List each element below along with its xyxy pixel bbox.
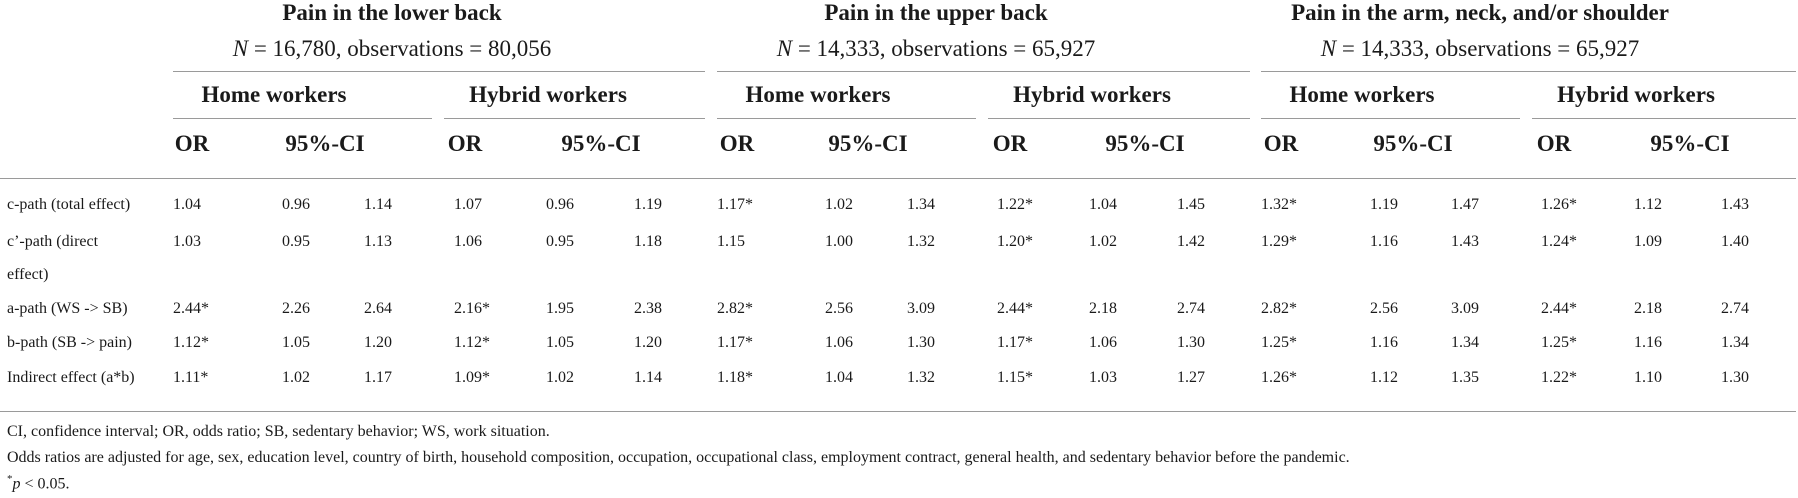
table-cell: 1.17* xyxy=(717,334,753,351)
group-hybrid-workers: Hybrid workers xyxy=(469,82,627,107)
table-cell: 1.27 xyxy=(1177,369,1205,386)
table-cell: 1.32 xyxy=(907,233,935,250)
table-cell: 1.30 xyxy=(907,334,935,351)
group-hybrid-workers: Hybrid workers xyxy=(1557,82,1715,107)
table-cell: 2.44* xyxy=(1541,300,1577,317)
table-cell: 1.13 xyxy=(364,233,392,250)
table-cell: 1.03 xyxy=(173,233,201,250)
row-label: b-path (SB -> pain) xyxy=(7,334,132,351)
table-cell: 1.26* xyxy=(1541,196,1577,213)
table-cell: 1.05 xyxy=(282,334,310,351)
col-or-header: OR xyxy=(1536,131,1572,156)
outcome-title: Pain in the upper back xyxy=(824,0,1048,25)
table-cell: 1.30 xyxy=(1721,369,1749,386)
table-cell: 1.06 xyxy=(454,233,482,250)
table-bottom-rule xyxy=(0,411,1796,412)
footnote-significance xyxy=(7,473,70,493)
table-cell: 1.03 xyxy=(1089,369,1117,386)
table-cell: 1.06 xyxy=(1089,334,1117,351)
table-cell: 2.56 xyxy=(825,300,853,317)
col-ci-header: 95%-CI xyxy=(1105,131,1185,156)
table-cell: 1.18* xyxy=(717,369,753,386)
table-cell: 1.04 xyxy=(173,196,201,213)
group-home-workers: Home workers xyxy=(745,82,891,107)
significance-text: < 0.05. xyxy=(20,475,70,493)
col-or-header: OR xyxy=(719,131,755,156)
table-cell: 2.82* xyxy=(1261,300,1297,317)
table-cell: 1.02 xyxy=(282,369,310,386)
group-rule xyxy=(444,118,705,119)
table-cell: 1.14 xyxy=(364,196,392,213)
table-cell: 2.56 xyxy=(1370,300,1398,317)
table-cell: 3.09 xyxy=(907,300,935,317)
outcome-sample-size xyxy=(112,36,672,62)
table-cell: 1.22* xyxy=(997,196,1033,213)
outcome-rule xyxy=(1261,71,1796,72)
table-cell: 2.26 xyxy=(282,300,310,317)
table-cell: 1.16 xyxy=(1634,334,1662,351)
footnote-abbreviations: CI, confidence interval; OR, odds ratio; SB, sedentary behavior; WS, work situation. xyxy=(7,423,550,440)
row-label: c’-path (direct xyxy=(7,233,99,250)
table-cell: 1.15 xyxy=(717,233,745,250)
table-cell: 1.22* xyxy=(1541,369,1577,386)
table-cell: 1.30 xyxy=(1177,334,1205,351)
col-ci-header: 95%-CI xyxy=(285,131,365,156)
n-text: = 14,333, observations = 65,927 xyxy=(792,36,1096,61)
table-cell: 0.96 xyxy=(282,196,310,213)
footnote-adjustment: Odds ratios are adjusted for age, sex, education level, country of birth, household composition, occupation, occupational class, employment contract, general health, and sedentary behavior before the pandemic. xyxy=(7,449,1350,466)
table-cell: 1.34 xyxy=(907,196,935,213)
table-cell: 2.82* xyxy=(717,300,753,317)
table-cell: 1.02 xyxy=(825,196,853,213)
table-cell: 2.16* xyxy=(454,300,490,317)
outcome-title: Pain in the lower back xyxy=(282,0,502,25)
group-hybrid-workers: Hybrid workers xyxy=(1013,82,1171,107)
header-body-rule xyxy=(0,178,1796,179)
table-cell: 1.17* xyxy=(997,334,1033,351)
group-rule xyxy=(1261,118,1520,119)
table-cell: 1.17* xyxy=(717,196,753,213)
table-cell: 2.64 xyxy=(364,300,392,317)
n-symbol: N xyxy=(1320,36,1337,61)
n-text: = 14,333, observations = 65,927 xyxy=(1336,36,1640,61)
table-cell: 1.20 xyxy=(364,334,392,351)
table-cell: 1.32* xyxy=(1261,196,1297,213)
significance-star: * xyxy=(7,473,13,485)
table-cell: 1.12* xyxy=(173,334,209,351)
table-cell: 1.16 xyxy=(1370,334,1398,351)
table-cell: 2.18 xyxy=(1089,300,1117,317)
outcome-sample-size xyxy=(656,36,1216,62)
col-or-header: OR xyxy=(992,131,1028,156)
table-cell: 1.16 xyxy=(1370,233,1398,250)
table-cell: 1.26* xyxy=(1261,369,1297,386)
table-cell: 2.44* xyxy=(997,300,1033,317)
group-rule xyxy=(717,118,976,119)
col-ci-header: 95%-CI xyxy=(1650,131,1730,156)
outcome-sample-size xyxy=(1200,36,1760,62)
table-cell: 1.14 xyxy=(634,369,662,386)
table-cell: 1.09 xyxy=(1634,233,1662,250)
table-cell: 1.20 xyxy=(634,334,662,351)
table-cell: 0.95 xyxy=(546,233,574,250)
table-cell: 1.04 xyxy=(1089,196,1117,213)
table-cell: 1.20* xyxy=(997,233,1033,250)
table-cell: 1.25* xyxy=(1261,334,1297,351)
table-cell: 1.18 xyxy=(634,233,662,250)
table-cell: 1.95 xyxy=(546,300,574,317)
table-cell: 2.74 xyxy=(1721,300,1749,317)
n-text: = 16,780, observations = 80,056 xyxy=(248,36,552,61)
table-cell: 1.32 xyxy=(907,369,935,386)
table-cell: 2.38 xyxy=(634,300,662,317)
col-ci-header: 95%-CI xyxy=(1373,131,1453,156)
row-label: a-path (WS -> SB) xyxy=(7,300,128,317)
table-cell: 3.09 xyxy=(1451,300,1479,317)
row-label: c-path (total effect) xyxy=(7,196,131,213)
group-rule xyxy=(1532,118,1796,119)
group-home-workers: Home workers xyxy=(201,82,347,107)
table-cell: 1.34 xyxy=(1721,334,1749,351)
group-rule xyxy=(988,118,1250,119)
table-cell: 1.35 xyxy=(1451,369,1479,386)
col-or-header: OR xyxy=(447,131,483,156)
group-rule xyxy=(173,118,432,119)
table-cell: 1.06 xyxy=(825,334,853,351)
col-or-header: OR xyxy=(174,131,210,156)
table-cell: 1.10 xyxy=(1634,369,1662,386)
table-cell: 1.40 xyxy=(1721,233,1749,250)
row-label-continued: effect) xyxy=(7,266,49,283)
table-cell: 1.45 xyxy=(1177,196,1205,213)
table-cell: 1.19 xyxy=(1370,196,1398,213)
table-cell: 1.34 xyxy=(1451,334,1479,351)
table-cell: 0.96 xyxy=(546,196,574,213)
table-cell: 1.05 xyxy=(546,334,574,351)
n-symbol: N xyxy=(232,36,249,61)
row-label: Indirect effect (a*b) xyxy=(7,369,135,386)
table-cell: 1.47 xyxy=(1451,196,1479,213)
table-cell: 1.00 xyxy=(825,233,853,250)
p-symbol: p xyxy=(12,475,21,493)
table-cell: 2.44* xyxy=(173,300,209,317)
table-cell: 1.25* xyxy=(1541,334,1577,351)
table-cell: 1.19 xyxy=(634,196,662,213)
table-cell: 1.43 xyxy=(1721,196,1749,213)
table-cell: 2.18 xyxy=(1634,300,1662,317)
outcome-title: Pain in the arm, neck, and/or shoulder xyxy=(1291,0,1669,25)
col-ci-header: 95%-CI xyxy=(561,131,641,156)
group-home-workers: Home workers xyxy=(1289,82,1435,107)
col-ci-header: 95%-CI xyxy=(828,131,908,156)
table-cell: 1.07 xyxy=(454,196,482,213)
table-cell: 1.02 xyxy=(546,369,574,386)
table-cell: 1.24* xyxy=(1541,233,1577,250)
table-cell: 1.42 xyxy=(1177,233,1205,250)
n-symbol: N xyxy=(776,36,793,61)
table-cell: 1.04 xyxy=(825,369,853,386)
table-cell: 1.11* xyxy=(173,369,209,386)
table-cell: 1.29* xyxy=(1261,233,1297,250)
table-cell: 1.12 xyxy=(1370,369,1398,386)
outcome-rule xyxy=(717,71,1250,72)
table-cell: 1.15* xyxy=(997,369,1033,386)
outcome-rule xyxy=(173,71,705,72)
table-cell: 1.43 xyxy=(1451,233,1479,250)
table-cell: 1.02 xyxy=(1089,233,1117,250)
col-or-header: OR xyxy=(1263,131,1299,156)
table-cell: 1.12 xyxy=(1634,196,1662,213)
table-cell: 2.74 xyxy=(1177,300,1205,317)
table-cell: 1.17 xyxy=(364,369,392,386)
table-cell: 1.12* xyxy=(454,334,490,351)
table-cell: 0.95 xyxy=(282,233,310,250)
table-cell: 1.09* xyxy=(454,369,490,386)
